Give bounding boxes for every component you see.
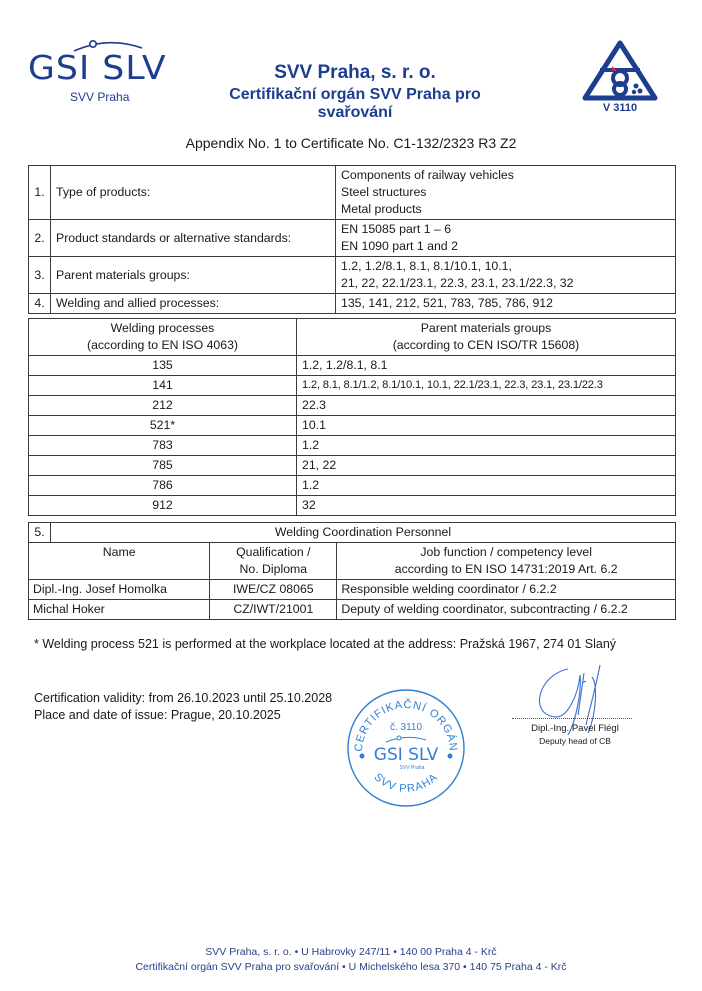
signer-block [500,722,650,748]
row-values [336,220,676,257]
table-header-row [29,543,676,580]
header-qualification: Qualification / No. Diploma [210,543,337,580]
row-values [336,166,676,220]
section-title: Welding Coordination Personnel [51,523,676,543]
row-value: 135, 141, 212, 521, 783, 785, 786, 912 [341,296,553,310]
material-groups: 1.2, 8.1, 8.1/1.2, 8.1/10.1, 10.1, 22.1/23.1, 22.3, 23.1, 23.1/22.3 [297,376,676,396]
personnel-table [28,522,676,620]
row-label: Type of products: [51,166,336,220]
signature-line [512,718,632,719]
row-values [336,257,676,294]
table-row [29,476,676,496]
stamp-bottom-text: SVV PRAHA [371,771,441,795]
table-row [29,436,676,456]
header-title-block [190,62,520,122]
row-value: Metal products [341,202,422,216]
table-row [29,416,676,436]
welding-process-table [28,318,676,516]
footer-line-2: Certifikační orgán SVV Praha pro svařování • U Michelského lesa 370 • 140 75 Praha 4 - Krč [135,961,567,973]
person-function: Deputy of welding coordinator, subcontracting / 6.2.2 [337,600,676,620]
material-groups: 21, 22 [297,456,676,476]
row-label: Product standards or alternative standards: [51,220,336,257]
row-value: Steel structures [341,185,427,199]
validity-block [34,690,332,724]
signer-role: Deputy head of CB [539,736,611,746]
material-groups: 10.1 [297,416,676,436]
table-row [29,257,676,294]
logo-subtitle: SVV Praha [70,90,130,104]
row-number: 3. [29,257,51,294]
header-processes: Welding processes (according to EN ISO 4063) [29,319,297,356]
table-row [29,166,676,220]
stamp-number: č. 3110 [389,722,423,733]
row-value: EN 15085 part 1 – 6 [341,222,452,236]
page-title: Appendix No. 1 to Certificate No. C1-132/2323 R3 Z2 [185,135,517,151]
stamp-arc-icon [386,737,426,742]
organization-name: Certifikační orgán SVV Praha pro svařování [229,86,481,121]
mark-code: V 3110 [602,102,638,114]
process-code: 521* [29,416,297,436]
certificate-scope-table [28,165,676,314]
table-row [29,600,676,620]
stamp-sub: SVV Praha [399,765,425,771]
stamp-brand: GSI SLV [373,745,439,765]
process-code: 141 [29,376,297,396]
table-row [29,456,676,476]
table-row [29,220,676,257]
table-row [29,294,676,314]
row-number: 2. [29,220,51,257]
personnel-title-row [29,523,676,543]
issue-place-date: Place and date of issue: Prague, 20.10.2025 [34,708,281,722]
row-values [336,294,676,314]
section-number: 5. [29,523,51,543]
table-header-row [29,319,676,356]
row-value: 21, 22, 22.1/23.1, 22.3, 23.1, 23.1/22.3, 32 [341,276,574,290]
row-value: 1.2, 1.2/8.1, 8.1, 8.1/10.1, 10.1, [341,259,512,273]
process-code: 912 [29,496,297,516]
process-code: 786 [29,476,297,496]
process-code: 785 [29,456,297,476]
gsi-slv-logo [28,28,168,108]
table-row [29,580,676,600]
company-name: SVV Praha, s. r. o. [274,62,436,83]
table-row [29,376,676,396]
process-code: 212 [29,396,297,416]
svg-text:SVV PRAHA [372,771,441,795]
row-value: Components of railway vehicles [341,168,514,182]
validity-period: Certification validity: from 26.10.2023 until 25.10.2028 [34,691,333,705]
row-number: 4. [29,294,51,314]
material-groups: 1.2, 1.2/8.1, 8.1 [297,356,676,376]
row-number: 1. [29,166,51,220]
signer-name: Dipl.-Ing. Pavel Flégl [531,723,619,734]
triangle-mark-icon [582,40,658,102]
logo-brand-text: GSI SLV [28,48,167,87]
material-groups: 1.2 [297,476,676,496]
table-row [29,496,676,516]
person-name: Michal Hoker [29,600,210,620]
table-row [29,356,676,376]
process-code: 783 [29,436,297,456]
header-materials: Parent materials groups (according to CEN ISO/TR 15608) [297,319,676,356]
table-row [29,396,676,416]
material-groups: 32 [297,496,676,516]
header-name: Name [29,543,210,580]
footer-line-1: SVV Praha, s. r. o. • U Habrovky 247/11 • 140 00 Praha 4 - Krč [205,946,497,958]
person-qualification: IWE/CZ 08065 [210,580,337,600]
person-function: Responsible welding coordinator / 6.2.2 [337,580,676,600]
certification-stamp [344,686,468,810]
row-label: Parent materials groups: [51,257,336,294]
person-name: Dipl.-Ing. Josef Homolka [29,580,210,600]
material-groups: 1.2 [297,436,676,456]
person-qualification: CZ/IWT/21001 [210,600,337,620]
row-label: Welding and allied processes: [51,294,336,314]
header-function: Job function / competency level according to EN ISO 14731:2019 Art. 6.2 [337,543,676,580]
page-footer [0,945,702,975]
stamp-top-text: CERTIFIKAČNÍ ORGÁN [352,698,460,753]
row-value: EN 1090 part 1 and 2 [341,239,458,253]
footnote: * Welding process 521 is performed at the workplace located at the address: Pražská 1967, 274 01 Slaný [34,637,617,651]
process-code: 135 [29,356,297,376]
material-groups: 22.3 [297,396,676,416]
certification-mark-logo [582,40,662,120]
